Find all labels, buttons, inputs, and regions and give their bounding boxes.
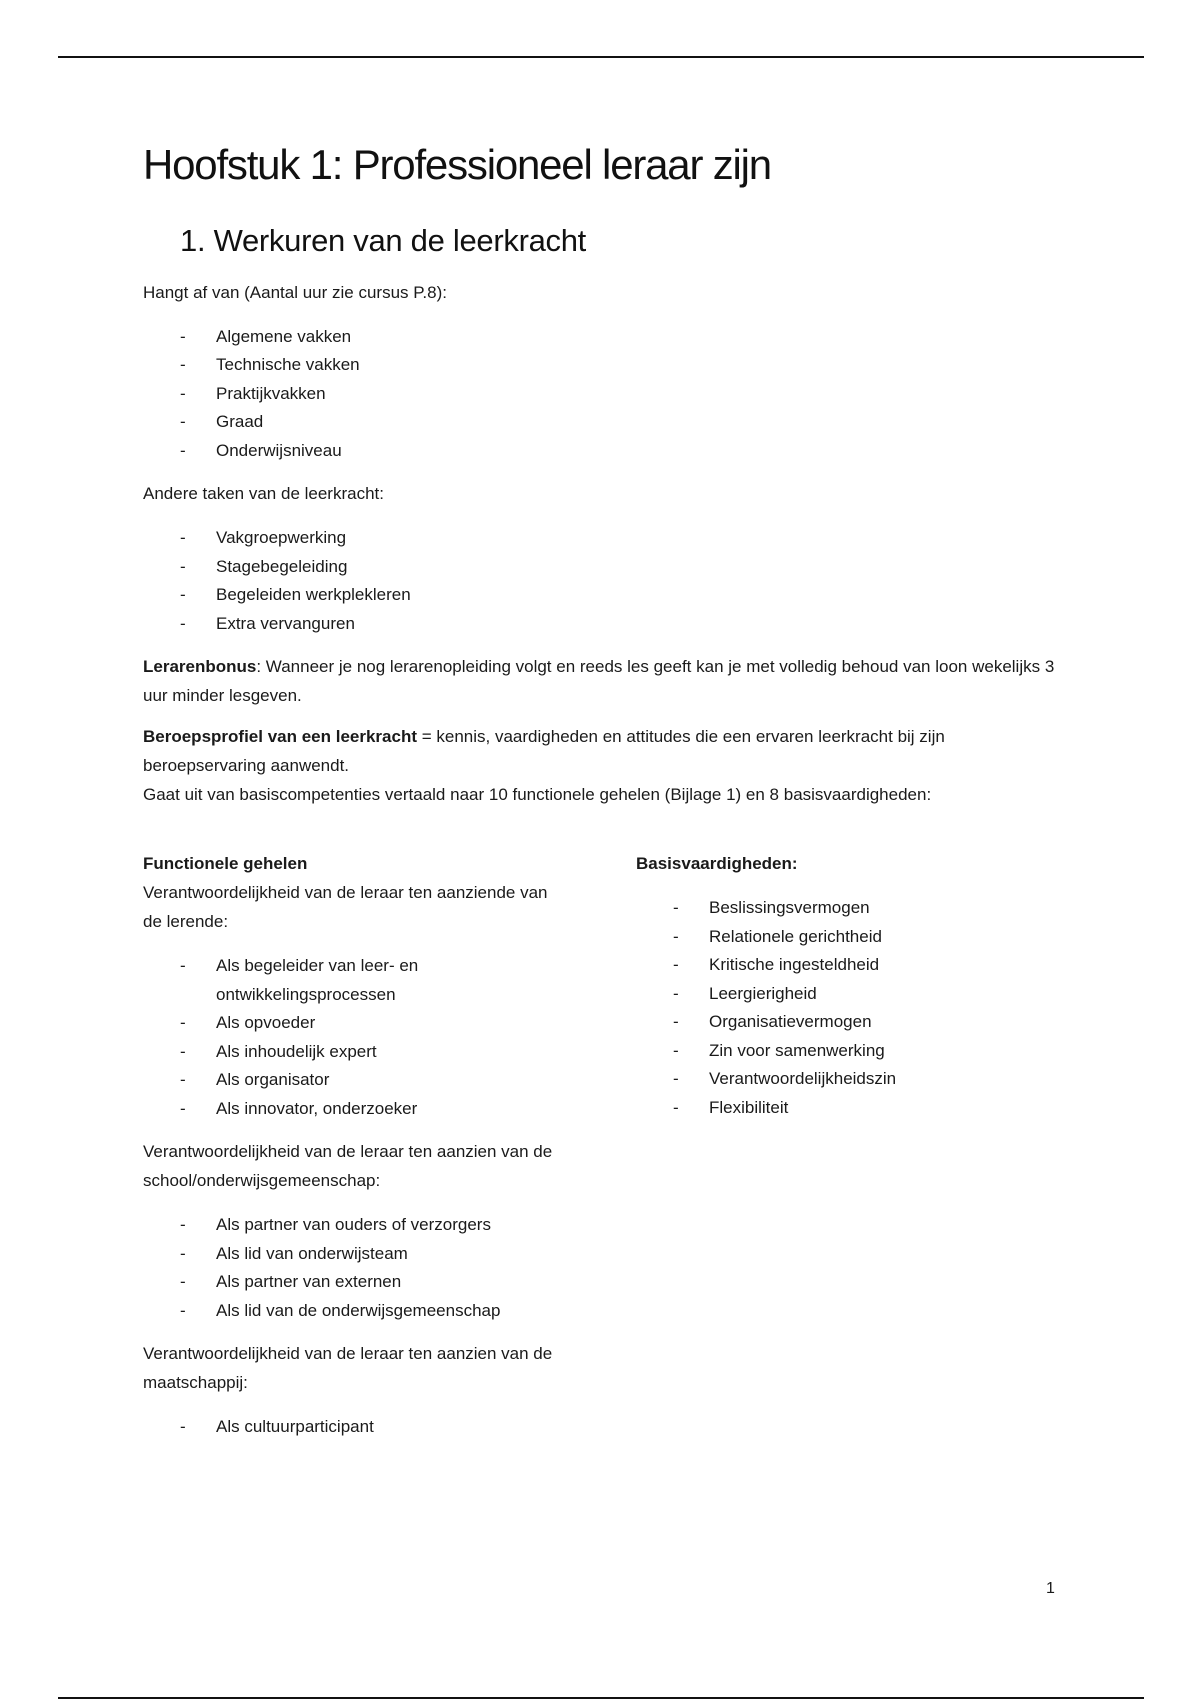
- list-item-text: Als organisator: [216, 1070, 330, 1090]
- list-item: [143, 380, 1063, 409]
- functionele-gehelen-heading-text: Functionele gehelen: [143, 854, 308, 874]
- chapter-title: Hoofstuk 1: Professioneel leraar zijn: [143, 141, 771, 188]
- bullet-dash: -: [180, 355, 186, 375]
- bullet-dash: -: [180, 326, 186, 346]
- list-item-text: Als lid van de onderwijsgemeenschap: [216, 1300, 501, 1320]
- section-title: 1. Werkuren van de leerkracht: [180, 223, 586, 259]
- bullet-dash: -: [673, 1097, 679, 1117]
- list-item: [143, 1038, 563, 1067]
- basisvaardigheden-column: [636, 849, 1056, 1136]
- list-item-text: Als inhoudelijk expert: [216, 1041, 377, 1061]
- list-item: [143, 952, 563, 1009]
- list-item: [143, 351, 1063, 380]
- beroepsprofiel-text: = kennis, vaardigheden en attitudes die een ervaren leerkracht bij zijn beroepservaring aanwendt.: [143, 727, 945, 776]
- list-item-text: Vakgroepwerking: [216, 528, 347, 548]
- list-item-text: Als partner van externen: [216, 1272, 402, 1292]
- lerarenbonus-paragraph: [143, 652, 1063, 710]
- beroepsprofiel-line2: Gaat uit van basiscompetenties vertaald naar 10 functionele gehelen (Bijlage 1) en 8 basisvaardigheden:: [143, 785, 932, 805]
- list-item-text: Kritische ingesteldheid: [709, 955, 880, 975]
- group1-label: Verantwoordelijkheid van de leraar ten aanziende van de lerende:: [143, 883, 548, 932]
- list-item-text: Als innovator, onderzoeker: [216, 1098, 418, 1118]
- list-item: [636, 1008, 1056, 1037]
- bullet-dash: -: [180, 585, 186, 605]
- list-item: [143, 1413, 563, 1442]
- bullet-dash: -: [180, 1098, 186, 1118]
- two-column-section: [143, 849, 1063, 1469]
- list-item: [143, 437, 1063, 466]
- list-item-text: Als lid van onderwijsteam: [216, 1243, 408, 1263]
- group3-label: Verantwoordelijkheid van de leraar ten aanzien van de maatschappij:: [143, 1344, 553, 1393]
- bullet-dash: -: [180, 1070, 186, 1090]
- list-item-text: Technische vakken: [216, 355, 360, 375]
- list-item: [143, 1240, 563, 1269]
- list-item-text: Zin voor samenwerking: [709, 1040, 885, 1060]
- list-item: [143, 1066, 563, 1095]
- list-item: [636, 923, 1056, 952]
- list-item: [636, 894, 1056, 923]
- beroepsprofiel-term: Beroepsprofiel van een leerkracht: [143, 727, 418, 747]
- bullet-dash: -: [180, 1300, 186, 1320]
- list-item: [636, 1094, 1056, 1123]
- basisvaardigheden-list: [636, 894, 1056, 1122]
- bullet-dash: -: [180, 613, 186, 633]
- list-item: [143, 553, 1063, 582]
- other-tasks-label: Andere taken van de leerkracht:: [143, 484, 384, 504]
- header-rule: [58, 56, 1144, 58]
- bullet-dash: -: [180, 1272, 186, 1292]
- list-item-text: Flexibiliteit: [709, 1097, 789, 1117]
- group1-list: [143, 952, 563, 1123]
- functionele-gehelen-heading: [143, 849, 563, 878]
- list-item: [143, 581, 1063, 610]
- bullet-dash: -: [180, 383, 186, 403]
- list-item-text: Onderwijsniveau: [216, 440, 342, 460]
- list-item-text: Organisatievermogen: [709, 1012, 872, 1032]
- bullet-dash: -: [180, 528, 186, 548]
- group2-list: [143, 1211, 563, 1325]
- basisvaardigheden-heading-text: Basisvaardigheden:: [636, 854, 798, 874]
- bullet-dash: -: [180, 556, 186, 576]
- list-item-text: Als opvoeder: [216, 1013, 316, 1033]
- basisvaardigheden-heading: [636, 849, 1056, 878]
- beroepsprofiel-paragraph: [143, 722, 1063, 809]
- bullet-dash: -: [180, 1041, 186, 1061]
- bullet-dash: -: [673, 1040, 679, 1060]
- functionele-gehelen-column: [143, 849, 563, 1456]
- list-item: [636, 1037, 1056, 1066]
- list-item-text: Beslissingsvermogen: [709, 898, 870, 918]
- bullet-dash: -: [180, 1215, 186, 1235]
- bullet-dash: -: [180, 956, 186, 976]
- list-item-text: Als cultuurparticipant: [216, 1417, 374, 1437]
- list-item: [143, 323, 1063, 352]
- list-item-text: Als partner van ouders of verzorgers: [216, 1215, 491, 1235]
- list-item: [143, 524, 1063, 553]
- list-item: [143, 1095, 563, 1124]
- bullet-dash: -: [673, 1069, 679, 1089]
- list-item: [143, 1297, 563, 1326]
- footer-rule: [58, 1697, 1144, 1699]
- list-item: [636, 951, 1056, 980]
- list-item-text: Als begeleider van leer- en ontwikkelingsprocessen: [216, 956, 419, 1004]
- bullet-dash: -: [180, 1243, 186, 1263]
- list-item-text: Praktijkvakken: [216, 383, 326, 403]
- bullet-dash: -: [673, 898, 679, 918]
- list-item: [143, 1211, 563, 1240]
- list-item: [143, 1268, 563, 1297]
- group2-label: Verantwoordelijkheid van de leraar ten aanzien van de school/onderwijsgemeenschap:: [143, 1142, 553, 1191]
- list-item: [636, 1065, 1056, 1094]
- factors-list: [143, 323, 1063, 466]
- page-number: 1: [1046, 1580, 1055, 1597]
- bullet-dash: -: [180, 412, 186, 432]
- document-page: [143, 140, 1063, 1469]
- intro-text: Hangt af van (Aantal uur zie cursus P.8):: [143, 282, 447, 302]
- group3-list: [143, 1413, 563, 1442]
- lerarenbonus-term: Lerarenbonus: [143, 657, 257, 677]
- bullet-dash: -: [180, 440, 186, 460]
- list-item-text: Begeleiden werkplekleren: [216, 585, 411, 605]
- list-item-text: Graad: [216, 412, 264, 432]
- list-item: [143, 408, 1063, 437]
- bullet-dash: -: [673, 926, 679, 946]
- list-item-text: Relationele gerichtheid: [709, 926, 882, 946]
- bullet-dash: -: [673, 1012, 679, 1032]
- list-item-text: Leergierigheid: [709, 983, 817, 1003]
- bullet-dash: -: [673, 983, 679, 1003]
- list-item: [143, 610, 1063, 639]
- bullet-dash: -: [673, 955, 679, 975]
- bullet-dash: -: [180, 1013, 186, 1033]
- lerarenbonus-text: : Wanneer je nog lerarenopleiding volgt en reeds les geeft kan je met volledig behoud van loon wekelijks 3 uur minder lesgeven.: [143, 657, 1055, 706]
- list-item-text: Stagebegeleiding: [216, 556, 348, 576]
- other-tasks-list: [143, 524, 1063, 638]
- list-item-text: Verantwoordelijkheidszin: [709, 1069, 897, 1089]
- list-item: [143, 1009, 563, 1038]
- list-item-text: Algemene vakken: [216, 326, 352, 346]
- list-item-text: Extra vervanguren: [216, 613, 355, 633]
- bullet-dash: -: [180, 1417, 186, 1437]
- list-item: [636, 980, 1056, 1009]
